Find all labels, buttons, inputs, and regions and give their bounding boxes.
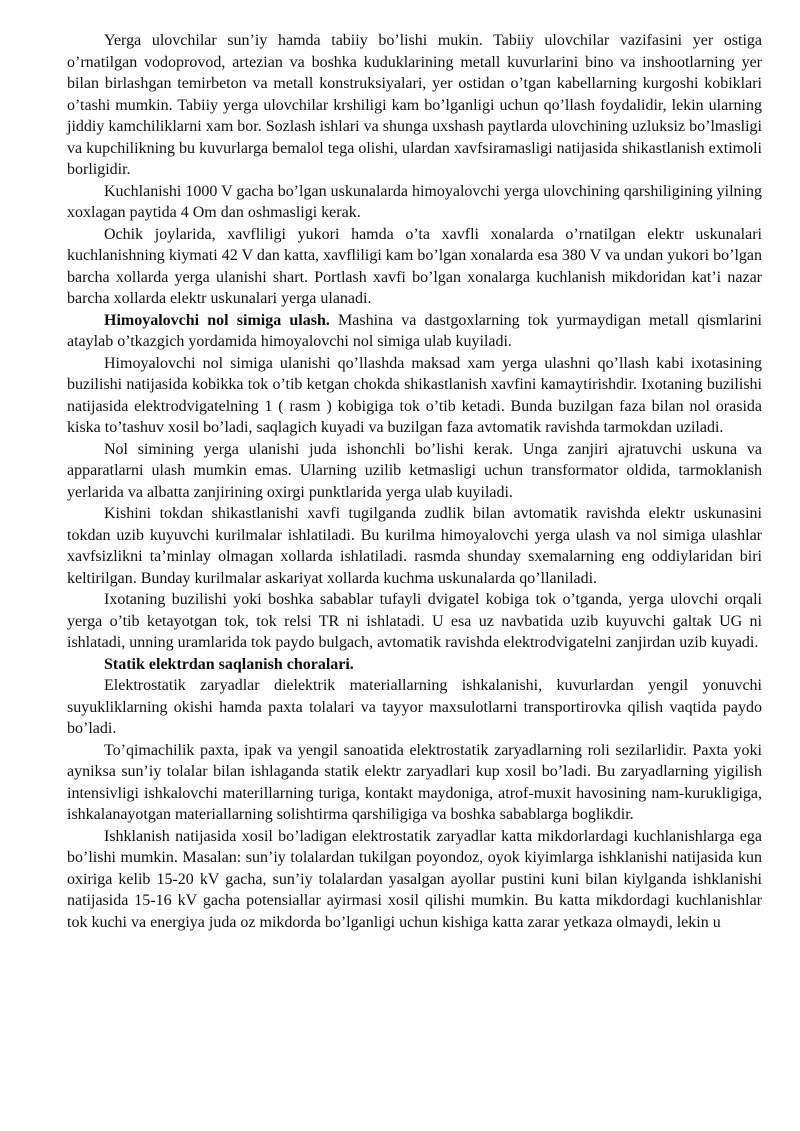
paragraph-8-text: Ixotaning buzilishi yoki boshka sabablar tufayli dvigatel kobiga tok o’tganda, yerga ulovchi orqali yerga o’tib ketayotgan tok, tok relsi TR ni ishlatadi. U esa uz navbatida uzib kuyuvchi galtak UG ni ishlatadi, unning uramlarida tok paydo bulgach, avtomatik ravishda elektrodvigatelni zanjirdan uzib kuyadi. <box>67 591 762 651</box>
paragraph-9 <box>67 654 762 676</box>
paragraph-6-text: Nol simining yerga ulanishi juda ishonchli bo’lishi kerak. Unga zanjiri ajratuvchi uskuna va apparatlarni ulash mumkin emas. Ularning uzilib ketmasligi uchun transformator oldida, tarmoklanish yerlarida va albatta zanjirining oxirgi punktlarida yerga ulab kuyiladi. <box>67 440 762 501</box>
paragraph-1-text: Yerga ulovchilar sun’iy hamda tabiiy bo’lishi mukin. Tabiiy ulovchilar vazifasini yer ostiga o’rnatilgan vodoprovod, artezian va boshka kuduklarining metall kuvurlarini bino va inshootlarning yer bilan birlashgan temirbeton va metall konstruksiyalari, yer ostidan o’tgan kabellarning kurgoshi kobiklari o’tashi mumkin. Tabiiy yerga ulovchilar krshiligi kam bo’lganligi uchun qo’llash foydalidir, lekin ularning jiddiy kamchiliklarni xam bor. Sozlash ishlari va shunga uxshash paytlarda ulovchining uzluksiz bo’lmasligi va kupchilikning bu kuvurlarga bemalol tega olishi, ulardan xavfsiramasligi natijasida shikastlanish extimoli borligidir. <box>67 32 762 178</box>
paragraph-10 <box>67 675 762 740</box>
paragraph-7 <box>67 503 762 589</box>
paragraph-3 <box>67 224 762 310</box>
paragraph-12 <box>67 826 762 934</box>
paragraph-2 <box>67 181 762 224</box>
paragraph-10-text: Elektrostatik zaryadlar dielektrik materiallarning ishkalanishi, kuvurlardan yengil yonuvchi suyukliklarning okishi hamda paxta tolalari va tayyor maxsulotlarni transportirovka qilish vaqtida paydo bo’ladi. <box>67 677 762 737</box>
paragraph-7-text: Kishini tokdan shikastlanishi xavfi tugilganda zudlik bilan avtomatik ravishda elektr uskunasini tokdan uzib kuyuvchi kurilmalar ishlatiladi. Bu kurilma himoyalovchi yerga ulash va nol simiga ulashlar xavfsizlikni ta’minlay olmagan xollarda ishlatiladi. rasmda shunday sxemalarning eng oddiylaridan biri keltirilgan. Bunday kurilmalar askariyat xollarda kuchma uskunalarda qo’llaniladi. <box>67 505 762 587</box>
paragraph-5-text: Himoyalovchi nol simiga ulanishi qo’llashda maksad xam yerga ulashni qo’llash kabi ixotasining buzilishi natijasida kobikka tok o’tib ketgan chokda shikastlanish xavfini kamaytirishdir. Ixotaning buzilishi natijasida elektrodvigatelning 1 ( rasm ) kobigiga tok o’tib ketadi. Bunda buzilgan faza bilan nol orasida kiska to’tashuv xosil bo’ladi, saqlagich kuyadi va buzilgan faza avtomatik ravishda tarmokdan uziladi. <box>67 354 762 436</box>
paragraph-6 <box>67 439 762 504</box>
paragraph-11-text: To’qimachilik paxta, ipak va yengil sanoatida elektrostatik zaryadlarning roli sezilarlidir. Paxta yoki ayniksa sun’iy tolalar bilan ishlaganda statik elektr zaryadlari kup xosil bo’ladi. Bu zaryadlarning yigilish intensivligi ishkalovchi materillarning turiga, kontakt maydoniga, atrof-muxit havosining nam-kurukligiga, ishkalanayotgan materiallarning solishtirma qarshiligiga va boshka sabablarga boglikdir. <box>67 741 762 823</box>
paragraph-12-text: Ishklanish natijasida xosil bo’ladigan elektrostatik zaryadlar katta mikdorlardagi kuchlanishlarga ega bo’lishi mumkin. Masalan: sun’iy tolalardan tukilgan poyondoz, oyok kiyimlarga ishklanishi natijasida kun oxiriga kelib 15-20 kV gacha, sun’iy tolalardan yasalgan ayollar pustini kuni bilan kiylganda ishklanishi natijasida 15-16 kV gacha potensiallar ayirmasi xosil qilishi mumkin. Bu katta mikdordagi kuchlanishlar tok kuchi va energiya juda oz mikdorda bo’lganligi uchun kishiga katta zarar yetkaza olmaydi, lekin u <box>67 827 762 931</box>
paragraph-8 <box>67 589 762 654</box>
paragraph-11 <box>67 740 762 826</box>
paragraph-5 <box>67 353 762 439</box>
paragraph-2-text: Kuchlanishi 1000 V gacha bo’lgan uskunalarda himoyalovchi yerga ulovchining qarshiligining yilning xoxlagan paytida 4 Om dan oshmasligi kerak. <box>67 182 762 221</box>
paragraph-1 <box>67 30 762 181</box>
section-heading-static-electricity: Statik elektrdan saqlanish choralari. <box>104 655 354 673</box>
paragraph-4 <box>67 310 762 353</box>
paragraph-4-text: Mashina va dastgoxlarning tok yurmaydigan metall qismlarini ataylab o’tkazgich yordamida himoyalovchi nol simiga ulab kuyiladi. <box>67 311 763 350</box>
paragraph-3-text: Ochik joylarida, xavfliligi yukori hamda o’ta xavfli xonalarda o’rnatilgan elektr uskunalari kuchlanishning kiymati 42 V dan katta, xavfliligi kam bo’lgan xonalarda esa 380 V va undan yukori bo’lgan barcha xollarda yerga ulanishi shart. Portlash xavfi bo’lgan xonalarga kuchlanish mikdoridan kat’i nazar barcha xollarda elektr uskunalari yerga ulanadi. <box>67 225 762 307</box>
section-heading-neutral-grounding: Himoyalovchi nol simiga ulash. <box>104 311 330 329</box>
